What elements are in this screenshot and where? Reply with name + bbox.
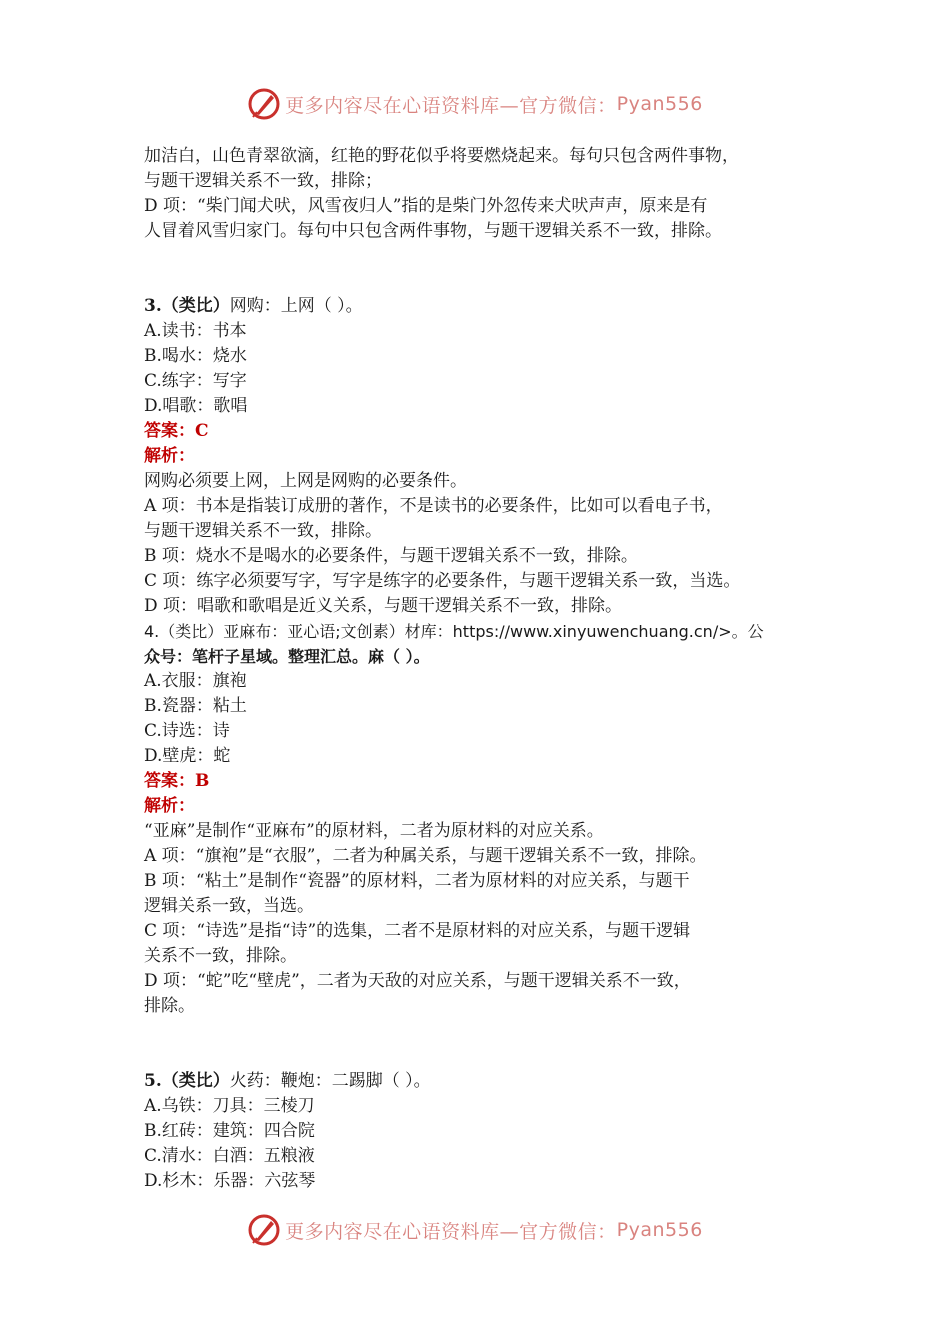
question-number: 5.（类比） bbox=[144, 1071, 230, 1091]
option-b: B.瓷器：粘土 bbox=[144, 696, 247, 716]
document-body bbox=[144, 144, 824, 1194]
analysis-line: D 项：唱歌和歌唱是近义关系，与题干逻辑关系不一致，排除。 bbox=[144, 596, 623, 616]
analysis-line: B 项：烧水不是喝水的必要条件，与题干逻辑关系不一致，排除。 bbox=[144, 546, 638, 566]
option-b: B.喝水：烧水 bbox=[144, 346, 247, 366]
answer-label: 答案：B bbox=[144, 771, 210, 791]
option-c: C.诗选：诗 bbox=[144, 721, 230, 741]
banner-wechat-id: Pyan556 bbox=[616, 93, 703, 115]
analysis-line: 排除。 bbox=[144, 996, 195, 1016]
option-a: A.读书：书本 bbox=[144, 321, 247, 341]
analysis-label: 解析： bbox=[144, 796, 195, 816]
analysis-line: C 项：练字必须要写字，写字是练字的必要条件，与题干逻辑关系一致，当选。 bbox=[144, 571, 741, 591]
banner-text: 更多内容尽在心语资料库—官方微信： bbox=[285, 94, 617, 117]
analysis-line: A 项：“旗袍”是“衣服”，二者为种属关系，与题干逻辑关系不一致，排除。 bbox=[144, 846, 707, 866]
option-d: D.杉木：乐器：六弦琴 bbox=[144, 1171, 316, 1191]
question-5-stem bbox=[144, 1069, 824, 1094]
analysis-line: 逻辑关系一致，当选。 bbox=[144, 896, 314, 916]
analysis-line: A 项：书本是指装订成册的著作，不是读书的必要条件，比如可以看电子书， bbox=[144, 496, 723, 516]
option-b: B.红砖：建筑：四合院 bbox=[144, 1121, 315, 1141]
analysis-line: D 项：“蛇”吃“壁虎”，二者为天敌的对应关系，与题干逻辑关系不一致， bbox=[144, 971, 691, 991]
question-text: 网购：上网（ ）。 bbox=[229, 296, 363, 316]
question-4-stem-cont: 众号：笔杆子星域。整理汇总。麻（ ）。 bbox=[144, 647, 430, 666]
option-a: A.衣服：旗袍 bbox=[144, 671, 247, 691]
banner-text: 更多内容尽在心语资料库—官方微信： bbox=[285, 1220, 617, 1243]
question-3-stem bbox=[144, 294, 824, 319]
question-4-stem: 4.（类比）亚麻布：亚心语;文创素）材库：https://www.xinyuwenchuang.cn/>。公 bbox=[144, 622, 764, 641]
analysis-line: C 项：“诗选”是指“诗”的选集，二者不是原材料的对应关系，与题干逻辑 bbox=[144, 921, 691, 941]
quill-logo-icon bbox=[247, 87, 281, 121]
option-c: C.练字：写字 bbox=[144, 371, 247, 391]
option-c: C.清水：白酒：五粮液 bbox=[144, 1146, 315, 1166]
banner-wechat-id: Pyan556 bbox=[616, 1219, 703, 1241]
analysis-line: B 项：“粘土”是制作“瓷器”的原材料，二者为原材料的对应关系，与题干 bbox=[144, 871, 690, 891]
analysis-line: 与题干逻辑关系不一致，排除。 bbox=[144, 521, 382, 541]
text-line: 加洁白，山色青翠欲滴，红艳的野花似乎将要燃烧起来。每句只包含两件事物， bbox=[144, 146, 739, 166]
text-line: 与题干逻辑关系不一致，排除； bbox=[144, 171, 382, 191]
option-d: D.壁虎：蛇 bbox=[144, 746, 231, 766]
quill-logo-icon bbox=[247, 1213, 281, 1247]
text-line: D 项：“柴门闻犬吠，风雪夜归人”指的是柴门外忽传来犬吠声声，原来是有 bbox=[144, 196, 708, 216]
question-text: 火药：鞭炮：二踢脚（ ）。 bbox=[229, 1071, 431, 1091]
answer-label: 答案：C bbox=[144, 421, 209, 441]
option-d: D.唱歌：歌唱 bbox=[144, 396, 248, 416]
analysis-line: 网购必须要上网，上网是网购的必要条件。 bbox=[144, 471, 467, 491]
text-line: 人冒着风雪归家门。每句中只包含两件事物，与题干逻辑关系不一致，排除。 bbox=[144, 221, 722, 241]
option-a: A.乌铁：刀具：三棱刀 bbox=[144, 1096, 315, 1116]
question-number: 3.（类比） bbox=[144, 296, 230, 316]
analysis-label: 解析： bbox=[144, 446, 195, 466]
footer-banner bbox=[0, 1210, 950, 1250]
analysis-line: “亚麻”是制作“亚麻布”的原材料，二者为原材料的对应关系。 bbox=[144, 821, 604, 841]
header-banner bbox=[0, 84, 950, 124]
analysis-line: 关系不一致，排除。 bbox=[144, 946, 297, 966]
